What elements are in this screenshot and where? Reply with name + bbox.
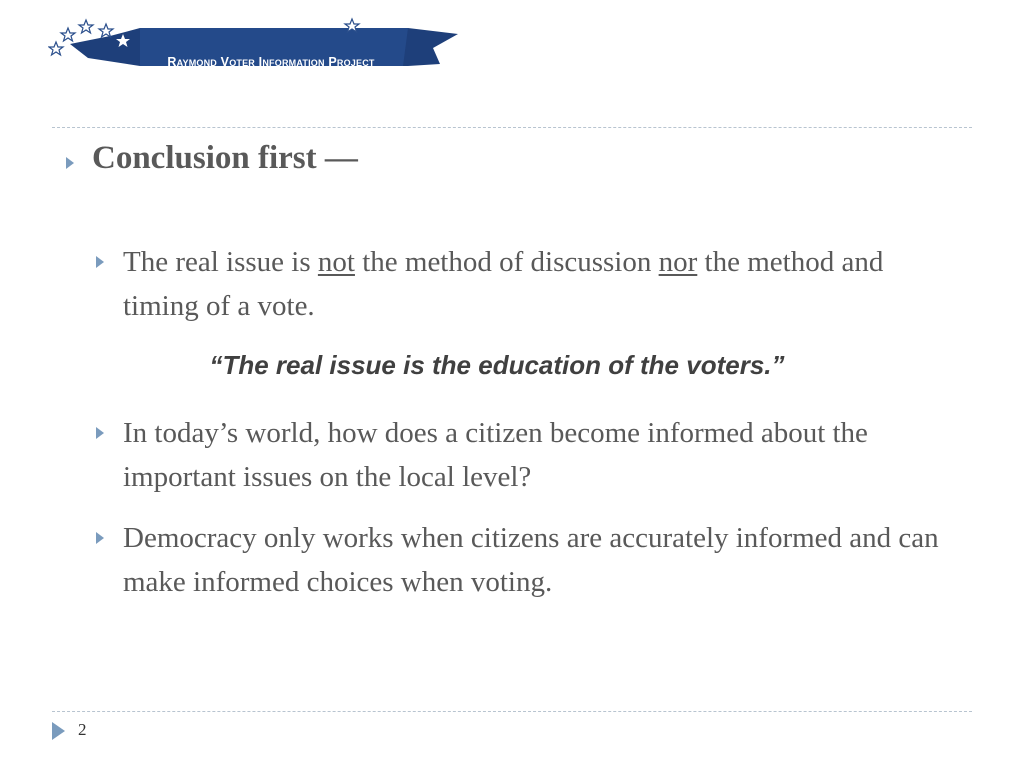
emphasis-nor: nor: [658, 246, 698, 278]
bullet-arrow-icon: [66, 157, 74, 169]
bullet-item: In today’s world, how does a citizen become informed about the important issues on the local level?: [123, 417, 868, 493]
slide-heading: Conclusion first —: [92, 140, 358, 176]
emphasis-not: not: [317, 246, 355, 278]
pull-quote: “The real issue is the education of the voters.”: [209, 350, 785, 380]
bullet-arrow-icon: [96, 256, 104, 268]
star-icon: [61, 28, 75, 41]
bullet-text: The real issue is: [123, 246, 318, 278]
footer-arrow-icon: [52, 722, 65, 740]
star-icon: [79, 20, 93, 33]
page-number: 2: [78, 720, 87, 739]
bullet-arrow-icon: [96, 532, 104, 544]
top-divider: [52, 127, 972, 128]
bullet-text: the method of discussion: [354, 246, 659, 278]
bullet-arrow-icon: [96, 427, 104, 439]
star-icon: [49, 42, 63, 55]
logo-text: Raymond Voter Information Project: [167, 55, 375, 69]
bullet-item: Democracy only works when citizens are accurately informed and can make informed choices when voting.: [123, 522, 939, 598]
star-icon: [99, 24, 113, 37]
bottom-divider: [52, 711, 972, 712]
bullet-item: [123, 240, 943, 328]
logo: [48, 14, 458, 74]
bullet-text: the method and timing of a vote.: [123, 246, 884, 322]
